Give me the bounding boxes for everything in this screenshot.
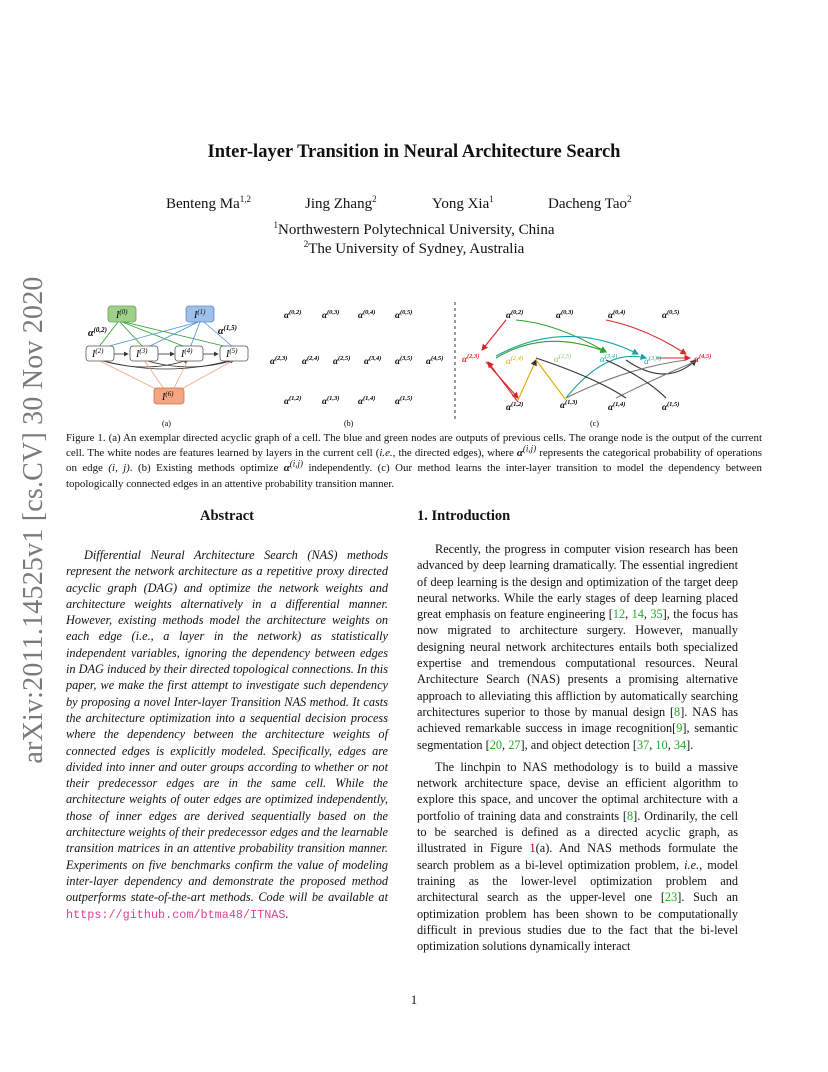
- svg-text:α(0,3): $\alpha^{(0,3)}$: [322, 309, 340, 320]
- panel-c-row3: [506, 399, 679, 412]
- citation-link[interactable]: 23: [664, 890, 678, 905]
- figure-caption: Figure 1. (a) An exemplar directed acyclic graph of a cell. The blue and green nodes are outputs of previous cells. The orange node is the output of the current cell. The white nodes are features learned by layers in the current cell (i.e., the directed edges), where $\alpha^{(i,j)}$ represents the categorical probability of operations on edge (i, j). (b) Existing methods optimize $\alpha^{(i,j)}$ independently. (c) Our method learns the inter-layer transition to model the dependency between topologically connected edges in an attentive probability transition manner.: [66, 432, 762, 490]
- text-run: The linchpin to NAS methodology is to build a massive network architecture space, devise an efficient algorithm to explore this space, and uncover the optimal architecture with a portfolio of training data and constraints [: [417, 759, 738, 823]
- citation-link[interactable]: 8: [674, 704, 681, 719]
- text-run: ,: [649, 737, 656, 752]
- paper-title: Inter-layer Transition in Neural Architecture Search: [207, 142, 621, 162]
- svg-text:α(1,5): $\alpha^{(1,5)}$: [662, 401, 680, 412]
- svg-text:α(3,5): $\alpha^{(3,5)}$: [395, 355, 413, 366]
- node-i2-label: $I^{(2)}$: [92, 347, 104, 360]
- svg-text:α(0,4): $\alpha^{(0,4)}$: [608, 309, 626, 320]
- text-run: (a). And NAS methods formulate the search problem as a bi-level optimization problem,: [417, 841, 738, 872]
- svg-text:α(2,4): $\alpha^{(2,4)}$: [506, 355, 524, 366]
- node-i3-label: $I^{(3)}$: [136, 347, 148, 360]
- text-run: , model training as the lower-level optimization problem and architectural search as the upper-level one [: [417, 857, 739, 905]
- intro-body: [417, 541, 738, 960]
- svg-text:α(4,5): $\alpha^{(4,5)}$: [426, 355, 444, 366]
- sub-a: (a): [162, 419, 171, 428]
- citation-link[interactable]: 34: [673, 737, 687, 752]
- node-i0-label: $I^{(0)}$: [116, 308, 128, 321]
- svg-text:α(0,4): $\alpha^{(0,4)}$: [358, 309, 376, 320]
- svg-text:α(0,5): $\alpha^{(0,5)}$: [662, 309, 680, 320]
- svg-text:α(2,5): $\alpha^{(2,5)}$: [333, 355, 351, 366]
- node-i4-label: $I^{(4)}$: [181, 347, 193, 360]
- text-run: i.e.: [684, 857, 700, 872]
- svg-text:α(1,2): $\alpha^{(1,2)}$: [506, 401, 524, 412]
- text-run: ], and object detection [: [520, 737, 637, 752]
- text-run: ,: [625, 607, 632, 622]
- text-run: ,: [643, 607, 651, 622]
- svg-text:α(3,4): $\alpha^{(3,4)}$: [600, 353, 618, 364]
- svg-text:α(1,3): $\alpha^{(1,3)}$: [560, 399, 578, 410]
- text-run: ].: [686, 737, 694, 752]
- abstract-body: Differential Neural Architecture Search (NAS) methods represent the network architecture as a repetitive proxy directed acyclic graph (DAG) and optimize the network weights and architecture weights alternatively in a differential manner. However, existing methods model the architecture weights on each edge (i.e., a layer in the network) as statistically independent variables, ignoring the dependency between edges in DAG induced by their directed topological connections. In this paper, we make the first attempt to investigate such dependency by proposing a novel Inter-layer Transition NAS method. It casts the architecture optimization into a sequential decision process where the dependency between the architecture weights of connected edges is explicitly modeled. Specifically, edges are divided into inner and outer groups according to whether or not their predecessor edges are in the same cell. While the architecture weights of outer edges are optimized independently, those of inner edges are derived sequentially based on the architecture weights of their predecessor edges and the learnable transition matrices in an attentive probability transition manner. Experiments on five benchmarks confirm the value of modeling inter-layer dependency and demonstrate the proposed method outperforms state-of-the-art methods. Code will be available at https://github.com/btma48/ITNAS.: [66, 548, 388, 922]
- text-run: ], the focus has now migrated to architecture surgery. However, manually designing neural network architectures entails both specialized expertise and tremendous computational resources. Neural Architecture Search (NAS) presents a promising alternative approach to alleviating this affliction by automatically searching architectures superior to those by manual design [: [417, 607, 739, 719]
- citation-link[interactable]: 35: [650, 607, 663, 622]
- label-a02: $\alpha^{(0,2)}$: [88, 326, 107, 339]
- citation-link[interactable]: 8: [626, 808, 634, 823]
- svg-text:α(2,4): $\alpha^{(2,4)}$: [302, 355, 320, 366]
- arxiv-sidebar: arXiv:2011.14525v1 [cs.CV] 30 Nov 2020: [18, 276, 49, 764]
- svg-text:α(0,3): $\alpha^{(0,3)}$: [556, 309, 574, 320]
- svg-text:α(1,4): $\alpha^{(1,4)}$: [608, 401, 626, 412]
- citation-link[interactable]: 10: [655, 737, 668, 752]
- panel-c-row2: [462, 353, 711, 366]
- svg-text:α(0,5): $\alpha^{(0,5)}$: [395, 309, 413, 320]
- citation-link[interactable]: 27: [508, 737, 521, 752]
- label-a15: $\alpha^{(1,5)}$: [218, 324, 237, 337]
- svg-text:α(2,5): $\alpha^{(2,5)}$: [554, 353, 572, 364]
- affiliation: $^1$Northwestern Polytechnical University, China: [273, 220, 555, 238]
- panel-c-row1: [506, 309, 679, 320]
- text-run: ]. Such an optimization problem has been shown to be computationally difficult in previous studies due to the fact that the bi-level optimization solutions dynamically interact: [417, 890, 738, 954]
- svg-text:α(0,2): $\alpha^{(0,2)}$: [506, 309, 524, 320]
- abstract-heading: Abstract: [200, 508, 254, 524]
- panel-b-row3: [284, 395, 412, 406]
- sub-b: (b): [344, 419, 354, 428]
- panel-b-row1: [284, 309, 412, 320]
- code-link[interactable]: https://github.com/btma48/ITNAS: [66, 907, 286, 922]
- panel-b-row2: [270, 355, 443, 366]
- svg-text:α(3,4): $\alpha^{(3,4)}$: [364, 355, 382, 366]
- author: Yong Xia$^1$: [432, 194, 494, 212]
- node-i5-label: $I^{(5)}$: [226, 347, 238, 360]
- svg-text:α(1,3): $\alpha^{(1,3)}$: [322, 395, 340, 406]
- author-list: [0, 196, 828, 216]
- node-i1-label: $I^{(1)}$: [194, 308, 206, 321]
- svg-text:α(0,2): $\alpha^{(0,2)}$: [284, 309, 302, 320]
- text-run: ], semantic segmentation [: [417, 721, 738, 752]
- figure-ref-link[interactable]: 1: [529, 841, 536, 856]
- text-run: ]. NAS has achieved remarkable success in image recognition[: [417, 704, 738, 736]
- text-run: ,: [667, 737, 674, 752]
- author: Dacheng Tao$^2$: [548, 194, 632, 212]
- citation-link[interactable]: 37: [636, 737, 650, 752]
- svg-text:α(1,2): $\alpha^{(1,2)}$: [284, 395, 302, 406]
- citation-link[interactable]: 20: [489, 737, 503, 752]
- svg-text:α(2,3): $\alpha^{(2,3)}$: [462, 353, 480, 364]
- text-run: ]. Ordinarily, the cell to be searched is defined as a directed acyclic graph, as illustrated in Figure: [417, 808, 739, 856]
- node-i6-label: $I^{(6)}$: [162, 390, 174, 403]
- svg-text:α(4,5): $\alpha^{(4,5)}$: [694, 353, 712, 364]
- panel-a-edges: [98, 322, 234, 392]
- page-number: 1: [410, 993, 418, 1007]
- svg-text:α(2,3): $\alpha^{(2,3)}$: [270, 355, 288, 366]
- svg-text:α(3,5): $\alpha^{(3,5)}$: [644, 355, 662, 366]
- intro-heading: 1. Introduction: [417, 508, 511, 524]
- intro-paragraph-1: [417, 541, 738, 753]
- intro-paragraph-2: [417, 759, 738, 955]
- author: Jing Zhang$^2$: [305, 194, 377, 212]
- text-run: Recently, the progress in computer vision research has been advanced by deep learning dramatically. The essential ingredient of deep learning is the design and optimization of the target deep neural networks. While the early stages of deep learning placed great emphasis on feature engineering [: [417, 542, 738, 622]
- svg-text:α(1,4): $\alpha^{(1,4)}$: [358, 395, 376, 406]
- citation-link[interactable]: 14: [631, 607, 644, 622]
- sub-c: (c): [590, 419, 599, 428]
- panel-c: [462, 309, 711, 428]
- text-run: ,: [502, 737, 509, 752]
- panel-b: [270, 309, 443, 428]
- svg-text:α(1,5): $\alpha^{(1,5)}$: [395, 395, 413, 406]
- panel-a-nodes: [86, 306, 248, 428]
- figure-1: [66, 298, 766, 430]
- citation-link[interactable]: 9: [676, 721, 683, 736]
- affiliation: $^2$The University of Sydney, Australia: [303, 239, 525, 257]
- citation-link[interactable]: 12: [612, 607, 626, 622]
- author: Benteng Ma$^{1,2}$: [166, 194, 251, 212]
